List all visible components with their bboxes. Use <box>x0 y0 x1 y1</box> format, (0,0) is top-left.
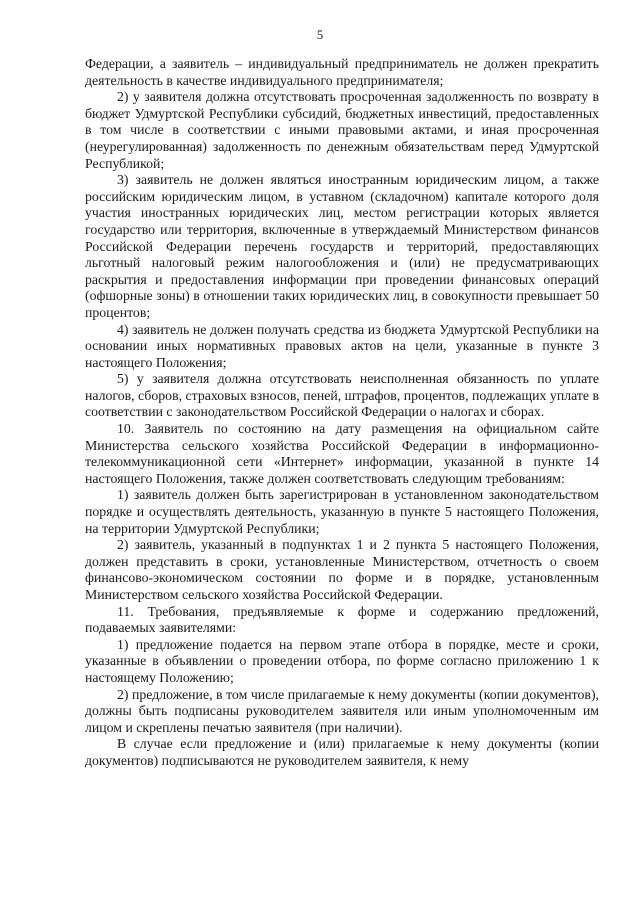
document-body <box>85 56 599 770</box>
paragraph-section-11: 11. Требования, предъявляемые к форме и содержанию предложений, подаваемых заявителями: <box>85 603 599 636</box>
paragraph-section-10-item-2: 2) заявитель, указанный в подпунктах 1 и 2 пункта 5 настоящего Положения, должен представить в сроки, установленные Министерством, отчетность о своем финансово-экономическом состоянии по форме и в порядке, установленным Министерством сельского хозяйства Российской Федерации. <box>85 537 599 602</box>
paragraph-section-11-item-2: 2) предложение, в том числе прилагаемые к нему документы (копии документов), должны быть подписаны руководителем заявителя или иным уполномоченным им лицом и скреплены печатью заявителя (при наличии). <box>85 686 599 735</box>
paragraph-signature-clause: В случае если предложение и (или) прилагаемые к нему документы (копии документов) подписываются не руководителем заявителя, к нему <box>85 736 599 768</box>
paragraph-item-3-foreign-entity: 3) заявитель не должен являться иностранным юридическим лицом, а также российским юридическим лицом, в уставном (складочном) капитале которого доля участия иностранных юридических лиц, местом регистрации которых является государство или территория, включенные в утверждаемый Министерством финансов Российской Федерации перечень государств и территорий, предоставляющих льготный налоговый режим налогообложения и (или) не предусматривающих раскрытия и предоставления информации при проведении финансовых операций (офшорные зоны) в отношении таких юридических лиц, в совокупности превышает 50 процентов; <box>85 172 599 320</box>
paragraph-item-5-taxes: 5) у заявителя должна отсутствовать неисполненная обязанность по уплате налогов, сборов, страховых взносов, пеней, штрафов, процентов, подлежащих уплате в соответствии с законодательством Российской Федерации о налогах и сборах. <box>85 371 599 420</box>
paragraph-item-4-budget-funds: 4) заявитель не должен получать средства из бюджета Удмуртской Республики на основании иных нормативных правовых актов на цели, указанные в пункте 3 настоящего Положения; <box>85 321 599 370</box>
page-number: 5 <box>316 28 324 42</box>
paragraph-section-10: 10. Заявитель по состоянию на дату размещения на официальном сайте Министерства сельского хозяйства Российской Федерации в информационно-телекоммуникационной сети «Интернет» информации, указанной в пункте 14 настоящего Положения, также должен соответствовать следующим требованиям: <box>85 421 599 486</box>
paragraph-item-2-debt: 2) у заявителя должна отсутствовать просроченная задолженность по возврату в бюджет Удмуртской Республики субсидий, бюджетных инвестиций, предоставленных в том числе в соответствии с иными правовыми актами, и иная просроченная (неурегулированная) задолженность по денежным обязательствам перед Удмуртской Республикой; <box>85 89 599 171</box>
paragraph-section-10-item-1: 1) заявитель должен быть зарегистрирован в установленном законодательством порядке и осуществлять деятельность, указанную в пункте 5 настоящего Положения, на территории Удмуртской Республики; <box>85 487 599 536</box>
paragraph-continuation: Федерации, а заявитель – индивидуальный предприниматель не должен прекратить деятельность в качестве индивидуального предпринимателя; <box>85 56 599 88</box>
paragraph-section-11-item-1: 1) предложение подается на первом этапе отбора в порядке, месте и сроки, указанные в объявлении о проведении отбора, по форме согласно приложению 1 к настоящему Положению; <box>85 636 599 685</box>
